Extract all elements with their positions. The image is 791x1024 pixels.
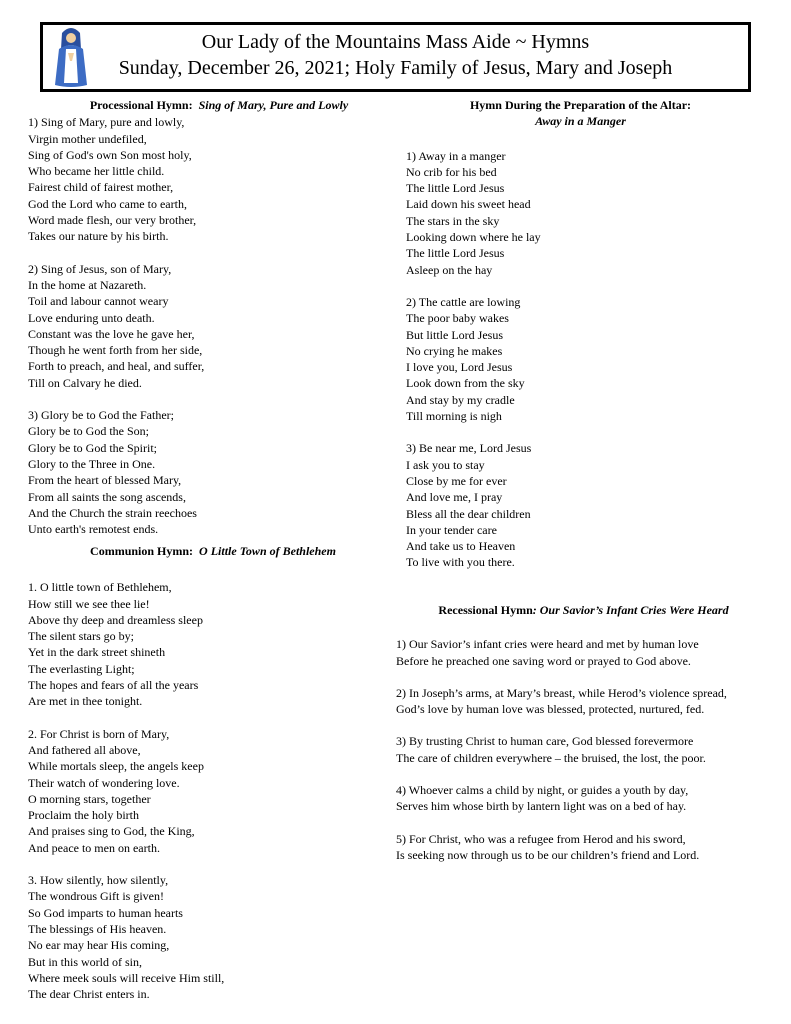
verse-line: 1) Sing of Mary, pure and lowly, (28, 115, 185, 130)
verse-line: The little Lord Jesus (406, 246, 505, 261)
verse-line: No crib for his bed (406, 164, 497, 179)
recessional-title: : Our Savior’s Infant Cries Were Heard (532, 603, 729, 617)
verse-line: Look down from the sky (406, 376, 525, 391)
verse-line: So God imparts to human hearts (28, 905, 183, 920)
verse-line: The little Lord Jesus (406, 181, 505, 196)
verse-line: Glory be to God the Son; (28, 424, 149, 439)
verse (406, 294, 763, 424)
verse (28, 114, 398, 244)
preparation-verses (398, 148, 763, 571)
verse-line: The silent stars go by; (28, 629, 134, 644)
preparation-label: Hymn During the Preparation of the Altar: (469, 98, 692, 112)
verse-line: God the Lord who came to earth, (28, 196, 187, 211)
verse-line: And take us to Heaven (406, 539, 516, 554)
verse-line: Above thy deep and dreamless sleep (28, 612, 203, 627)
verse-line: The dear Christ enters in. (28, 987, 150, 1002)
verse-line: Till on Calvary he died. (28, 375, 142, 390)
verse (406, 440, 763, 570)
verse-line: No crying he makes (406, 343, 503, 358)
verse-line: And love me, I pray (406, 490, 503, 505)
verse-line: Are met in thee tonight. (28, 694, 143, 709)
verse-line: In the home at Nazareth. (28, 277, 147, 292)
verse (406, 148, 763, 278)
verse-line: Glory to the Three in One. (28, 456, 156, 471)
recessional-heading (396, 602, 771, 618)
verse (28, 726, 398, 856)
verse-line: Glory be to God the Spirit; (28, 440, 157, 455)
verse-line: O morning stars, together (28, 791, 151, 806)
verse-line: Toil and labour cannot weary (28, 294, 169, 309)
verse-line: From the heart of blessed Mary, (28, 473, 182, 488)
verse-line: Takes our nature by his birth. (28, 229, 169, 244)
verse-line: And the Church the strain reechoes (28, 505, 197, 520)
verse-line: Forth to preach, and heal, and suffer, (28, 359, 205, 374)
processional-heading (28, 97, 398, 113)
verse (396, 636, 771, 669)
verse-line: 1. O little town of Bethlehem, (28, 580, 172, 595)
verse-line: The hopes and fears of all the years (28, 678, 199, 693)
verse-line: The everlasting Light; (28, 661, 135, 676)
verse-line: Constant was the love he gave her, (28, 326, 195, 341)
verse-line: How still we see thee lie! (28, 596, 150, 611)
verse-line: 2. For Christ is born of Mary, (28, 726, 170, 741)
processional-section (28, 97, 398, 537)
verse-line: God’s love by human love was blessed, protected, nurtured, fed. (396, 702, 705, 717)
verse-line: 5) For Christ, who was a refugee from Herod and his sword, (396, 831, 686, 846)
verse-line: From all saints the song ascends, (28, 489, 186, 504)
verse-line: And stay by my cradle (406, 392, 515, 407)
verse-line: The stars in the sky (406, 213, 500, 228)
verse-line: Proclaim the holy birth (28, 808, 139, 823)
page-header (40, 22, 751, 92)
verse-line: The wondrous Gift is given! (28, 889, 164, 904)
verse-line: Laid down his sweet head (406, 197, 531, 212)
verse-line: To live with you there. (406, 555, 515, 570)
verse (28, 872, 398, 1002)
verse-line: Close by me for ever (406, 473, 507, 488)
preparation-heading (398, 97, 763, 130)
communion-label: Communion Hymn: (90, 544, 194, 558)
verse-line: In your tender care (406, 522, 497, 537)
processional-title: Sing of Mary, Pure and Lowly (198, 98, 349, 112)
verse-line: I love you, Lord Jesus (406, 360, 513, 375)
verse (28, 407, 398, 537)
verse-line: Word made flesh, our very brother, (28, 213, 197, 228)
verse-line: 2) In Joseph’s arms, at Mary’s breast, while Herod’s violence spread, (396, 685, 727, 700)
processional-verses (28, 114, 398, 537)
verse-line: Where meek souls will receive Him still, (28, 970, 225, 985)
verse (28, 261, 398, 391)
verse-line: 2) Sing of Jesus, son of Mary, (28, 261, 172, 276)
verse-line: 2) The cattle are lowing (406, 294, 521, 309)
verse-line: 3) Be near me, Lord Jesus (406, 441, 532, 456)
verse-line: And fathered all above, (28, 742, 141, 757)
verse-line: Bless all the dear children (406, 506, 531, 521)
verse-line: 1) Away in a manger (406, 148, 506, 163)
page-title: Our Lady of the Mountains Mass Aide ~ Hymns (201, 31, 590, 53)
verse-line: 3) By trusting Christ to human care, God blessed forevermore (396, 734, 694, 749)
verse-line: 3) Glory be to God the Father; (28, 408, 174, 423)
verse-line: Though he went forth from her side, (28, 343, 203, 358)
verse-line: Yet in the dark street shineth (28, 645, 166, 660)
verse-line: Their watch of wondering love. (28, 775, 180, 790)
verse (396, 782, 771, 815)
verse-line: Virgin mother undefiled, (28, 131, 147, 146)
verse (396, 685, 771, 718)
verse-line: Is seeking now through us to be our children’s friend and Lord. (396, 847, 700, 862)
verse-line: Who became her little child. (28, 164, 165, 179)
verse-line: 4) Whoever calms a child by night, or guides a youth by day, (396, 783, 689, 798)
verse-line: Fairest child of fairest mother, (28, 180, 174, 195)
recessional-label: Recessional Hymn (438, 603, 533, 617)
verse-line: 1) Our Savior’s infant cries were heard and met by human love (396, 637, 699, 652)
verse-line: I ask you to stay (406, 457, 485, 472)
verse-line: While mortals sleep, the angels keep (28, 759, 204, 774)
preparation-section (398, 97, 763, 571)
communion-heading (28, 543, 398, 559)
verse-line: No ear may hear His coming, (28, 938, 170, 953)
processional-label: Processional Hymn: (89, 98, 193, 112)
verse-line: Till morning is nigh (406, 409, 502, 424)
verse (396, 831, 771, 864)
verse-line: Sing of God's own Son most holy, (28, 147, 192, 162)
communion-verses (28, 579, 398, 1002)
verse (396, 733, 771, 766)
verse-line: But in this world of sin, (28, 954, 143, 969)
verse-line: The care of children everywhere – the bruised, the lost, the poor. (396, 750, 706, 765)
verse-line: 3. How silently, how silently, (28, 873, 169, 888)
verse-line: But little Lord Jesus (406, 327, 503, 342)
communion-title: O Little Town of Bethlehem (199, 544, 336, 558)
recessional-section (396, 602, 771, 863)
verse-line: And praises sing to God, the King, (28, 824, 195, 839)
communion-section (28, 543, 398, 1002)
verse-line: Looking down where he lay (406, 230, 541, 245)
verse-line: Asleep on the hay (406, 262, 493, 277)
verse-line: The blessings of His heaven. (28, 921, 167, 936)
page-subtitle: Sunday, December 26, 2021; Holy Family of Jesus, Mary and Joseph (118, 57, 673, 79)
recessional-verses (396, 636, 771, 863)
preparation-title: Away in a Manger (535, 114, 626, 129)
verse (28, 579, 398, 709)
verse-line: Serves him whose birth by lantern light was on a bed of hay. (396, 799, 687, 814)
verse-line: The poor baby wakes (406, 311, 509, 326)
verse-line: And peace to men on earth. (28, 840, 160, 855)
verse-line: Before he preached one saving word or prayed to God above. (396, 653, 691, 668)
verse-line: Love enduring unto death. (28, 310, 155, 325)
verse-line: Unto earth's remotest ends. (28, 522, 159, 537)
